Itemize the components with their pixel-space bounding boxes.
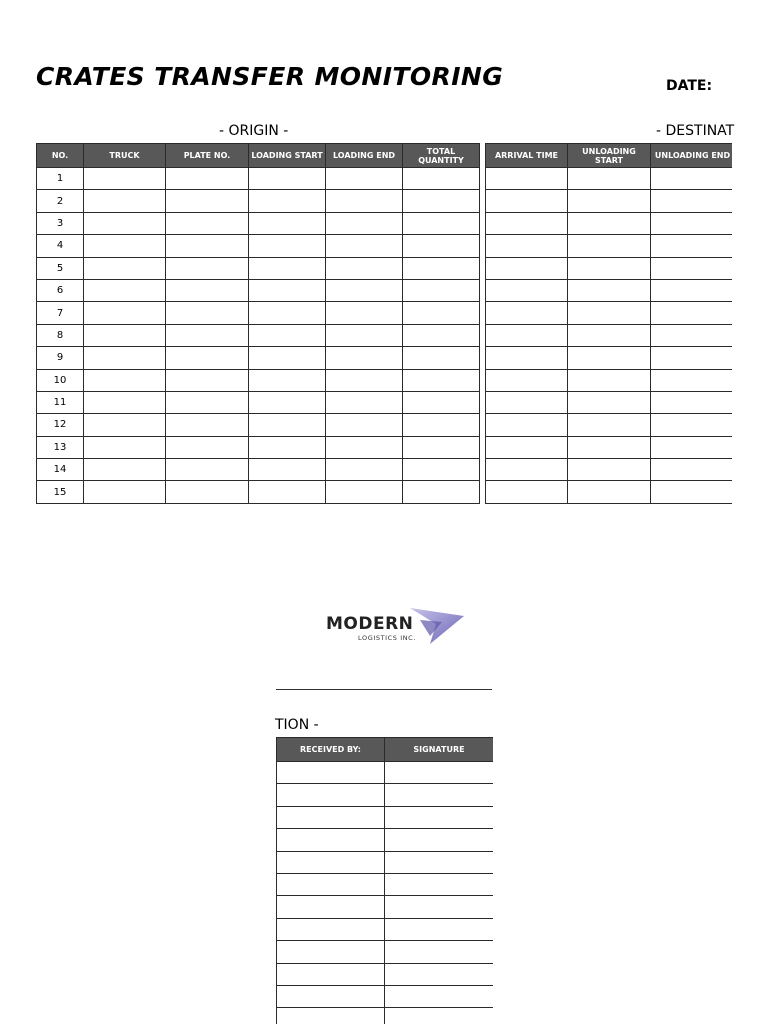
unloading-end-cell[interactable] xyxy=(651,257,733,279)
table-row xyxy=(486,369,733,391)
truck-cell[interactable] xyxy=(84,212,166,234)
plate-no-cell[interactable] xyxy=(166,168,249,190)
unloading-start-cell[interactable] xyxy=(568,279,651,301)
table-row xyxy=(37,481,480,503)
unloading-start-cell[interactable] xyxy=(568,481,651,503)
truck-cell[interactable] xyxy=(84,414,166,436)
loading-start-cell[interactable] xyxy=(249,212,326,234)
arrival-time-cell[interactable] xyxy=(486,414,568,436)
table-row xyxy=(277,985,494,1007)
row-number: 5 xyxy=(37,257,84,279)
row-number: 3 xyxy=(37,212,84,234)
table-row xyxy=(486,212,733,234)
loading-end-cell[interactable] xyxy=(326,168,403,190)
origin-label: - ORIGIN - xyxy=(219,123,289,139)
table-row xyxy=(37,190,480,212)
table-row xyxy=(486,391,733,413)
truck-cell[interactable] xyxy=(84,302,166,324)
loading-start-cell[interactable] xyxy=(249,436,326,458)
logo-subtitle: LOGISTICS INC. xyxy=(358,634,416,642)
truck-cell[interactable] xyxy=(84,257,166,279)
loading-start-cell[interactable] xyxy=(249,257,326,279)
plate-no-cell[interactable] xyxy=(166,414,249,436)
plate-no-cell[interactable] xyxy=(166,369,249,391)
signature-line xyxy=(276,689,492,690)
row-number: 10 xyxy=(37,369,84,391)
total-quantity-cell[interactable] xyxy=(403,369,480,391)
total-quantity-cell[interactable] xyxy=(403,190,480,212)
unloading-end-cell[interactable] xyxy=(651,414,733,436)
signature-cell[interactable] xyxy=(385,873,494,895)
logo-wordmark: MODERN xyxy=(326,614,414,634)
received-by-cell[interactable] xyxy=(277,985,385,1007)
loading-start-cell[interactable] xyxy=(249,481,326,503)
table-row xyxy=(277,963,494,985)
loading-start-cell[interactable] xyxy=(249,302,326,324)
destination-label-cont: TION - xyxy=(275,717,319,733)
total-quantity-cell[interactable] xyxy=(403,459,480,481)
unloading-start-cell[interactable] xyxy=(568,324,651,346)
table-row xyxy=(37,212,480,234)
plate-no-cell[interactable] xyxy=(166,279,249,301)
destination-table-container xyxy=(485,143,732,505)
plate-no-cell[interactable] xyxy=(166,436,249,458)
plate-no-cell[interactable] xyxy=(166,347,249,369)
received-by-cell[interactable] xyxy=(277,851,385,873)
unloading-start-cell[interactable] xyxy=(568,436,651,458)
unloading-start-cell[interactable] xyxy=(568,257,651,279)
truck-cell[interactable] xyxy=(84,324,166,346)
received-by-cell[interactable] xyxy=(277,896,385,918)
table-row xyxy=(277,918,494,940)
header-received-by: RECEIVED BY: xyxy=(277,738,385,762)
signature-cell[interactable] xyxy=(385,941,494,963)
row-number: 4 xyxy=(37,235,84,257)
truck-cell[interactable] xyxy=(84,190,166,212)
unloading-start-cell[interactable] xyxy=(568,168,651,190)
signature-cell[interactable] xyxy=(385,851,494,873)
table-row xyxy=(486,190,733,212)
loading-start-cell[interactable] xyxy=(249,190,326,212)
table-row xyxy=(37,436,480,458)
loading-start-cell[interactable] xyxy=(249,459,326,481)
unloading-end-cell[interactable] xyxy=(651,279,733,301)
truck-cell[interactable] xyxy=(84,459,166,481)
loading-end-cell[interactable] xyxy=(326,190,403,212)
arrival-time-cell[interactable] xyxy=(486,481,568,503)
received-by-cell[interactable] xyxy=(277,963,385,985)
unloading-start-cell[interactable] xyxy=(568,212,651,234)
signature-cell[interactable] xyxy=(385,829,494,851)
received-by-cell[interactable] xyxy=(277,806,385,828)
loading-start-cell[interactable] xyxy=(249,168,326,190)
signature-table-container xyxy=(276,737,493,1024)
table-row xyxy=(486,235,733,257)
loading-end-cell[interactable] xyxy=(326,302,403,324)
header-loading-end: LOADING END xyxy=(326,144,403,168)
table-row xyxy=(277,762,494,784)
received-by-cell[interactable] xyxy=(277,918,385,940)
signature-cell[interactable] xyxy=(385,1008,494,1024)
table-row xyxy=(37,235,480,257)
plate-no-cell[interactable] xyxy=(166,302,249,324)
unloading-start-cell[interactable] xyxy=(568,347,651,369)
signature-cell[interactable] xyxy=(385,762,494,784)
signature-table xyxy=(276,737,493,1024)
plate-no-cell[interactable] xyxy=(166,257,249,279)
table-row xyxy=(277,896,494,918)
total-quantity-cell[interactable] xyxy=(403,481,480,503)
loading-end-cell[interactable] xyxy=(326,257,403,279)
table-row xyxy=(277,851,494,873)
table-row xyxy=(486,481,733,503)
unloading-start-cell[interactable] xyxy=(568,459,651,481)
loading-end-cell[interactable] xyxy=(326,324,403,346)
row-number: 11 xyxy=(37,391,84,413)
total-quantity-cell[interactable] xyxy=(403,436,480,458)
loading-start-cell[interactable] xyxy=(249,369,326,391)
received-by-cell[interactable] xyxy=(277,1008,385,1024)
unloading-end-cell[interactable] xyxy=(651,302,733,324)
arrival-time-cell[interactable] xyxy=(486,347,568,369)
signature-cell[interactable] xyxy=(385,918,494,940)
table-row xyxy=(486,168,733,190)
row-number: 14 xyxy=(37,459,84,481)
received-by-cell[interactable] xyxy=(277,941,385,963)
signature-cell[interactable] xyxy=(385,985,494,1007)
unloading-end-cell[interactable] xyxy=(651,235,733,257)
table-row xyxy=(486,324,733,346)
row-number: 6 xyxy=(37,279,84,301)
plate-no-cell[interactable] xyxy=(166,212,249,234)
loading-start-cell[interactable] xyxy=(249,347,326,369)
arrival-time-cell[interactable] xyxy=(486,436,568,458)
table-row xyxy=(37,302,480,324)
loading-end-cell[interactable] xyxy=(326,212,403,234)
table-row xyxy=(37,347,480,369)
unloading-end-cell[interactable] xyxy=(651,190,733,212)
loading-end-cell[interactable] xyxy=(326,279,403,301)
loading-start-cell[interactable] xyxy=(249,235,326,257)
table-row xyxy=(486,257,733,279)
table-row xyxy=(37,369,480,391)
total-quantity-cell[interactable] xyxy=(403,235,480,257)
truck-cell[interactable] xyxy=(84,235,166,257)
loading-end-cell[interactable] xyxy=(326,436,403,458)
unloading-end-cell[interactable] xyxy=(651,459,733,481)
arrival-time-cell[interactable] xyxy=(486,459,568,481)
row-number: 1 xyxy=(37,168,84,190)
received-by-cell[interactable] xyxy=(277,829,385,851)
signature-cell[interactable] xyxy=(385,896,494,918)
plate-no-cell[interactable] xyxy=(166,324,249,346)
arrival-time-cell[interactable] xyxy=(486,391,568,413)
table-row xyxy=(277,1008,494,1024)
plate-no-cell[interactable] xyxy=(166,459,249,481)
unloading-start-cell[interactable] xyxy=(568,391,651,413)
table-row xyxy=(277,806,494,828)
unloading-end-cell[interactable] xyxy=(651,436,733,458)
loading-end-cell[interactable] xyxy=(326,481,403,503)
header-unloading-end: UNLOADING END xyxy=(651,144,733,168)
loading-end-cell[interactable] xyxy=(326,235,403,257)
destination-table xyxy=(485,143,732,504)
header-plate-no: PLATE NO. xyxy=(166,144,249,168)
row-number: 9 xyxy=(37,347,84,369)
total-quantity-cell[interactable] xyxy=(403,391,480,413)
total-quantity-cell[interactable] xyxy=(403,302,480,324)
header-loading-start: LOADING START xyxy=(249,144,326,168)
loading-end-cell[interactable] xyxy=(326,459,403,481)
truck-cell[interactable] xyxy=(84,481,166,503)
signature-cell[interactable] xyxy=(385,806,494,828)
unloading-end-cell[interactable] xyxy=(651,481,733,503)
table-row xyxy=(37,324,480,346)
signature-cell[interactable] xyxy=(385,784,494,806)
loading-end-cell[interactable] xyxy=(326,414,403,436)
received-by-cell[interactable] xyxy=(277,873,385,895)
truck-cell[interactable] xyxy=(84,279,166,301)
table-row xyxy=(277,941,494,963)
row-number: 12 xyxy=(37,414,84,436)
unloading-end-cell[interactable] xyxy=(651,168,733,190)
header-truck: TRUCK xyxy=(84,144,166,168)
table-row xyxy=(37,414,480,436)
origin-table-container xyxy=(36,143,480,504)
table-row xyxy=(277,784,494,806)
origin-table xyxy=(36,143,480,504)
unloading-end-cell[interactable] xyxy=(651,369,733,391)
row-number: 2 xyxy=(37,190,84,212)
arrival-time-cell[interactable] xyxy=(486,257,568,279)
table-row xyxy=(486,414,733,436)
loading-end-cell[interactable] xyxy=(326,391,403,413)
truck-cell[interactable] xyxy=(84,436,166,458)
header-total-quantity: TOTAL QUANTITY xyxy=(403,144,480,168)
truck-cell[interactable] xyxy=(84,391,166,413)
header-signature: SIGNATURE xyxy=(385,738,494,762)
table-row xyxy=(37,168,480,190)
plate-no-cell[interactable] xyxy=(166,391,249,413)
plate-no-cell[interactable] xyxy=(166,481,249,503)
signature-cell[interactable] xyxy=(385,963,494,985)
page-title: CRATES TRANSFER MONITORING xyxy=(36,62,504,91)
unloading-start-cell[interactable] xyxy=(568,414,651,436)
header-arrival-time: ARRIVAL TIME xyxy=(486,144,568,168)
unloading-start-cell[interactable] xyxy=(568,190,651,212)
table-row xyxy=(37,459,480,481)
plate-no-cell[interactable] xyxy=(166,235,249,257)
row-number: 7 xyxy=(37,302,84,324)
total-quantity-cell[interactable] xyxy=(403,279,480,301)
table-row xyxy=(486,459,733,481)
arrival-time-cell[interactable] xyxy=(486,369,568,391)
loading-start-cell[interactable] xyxy=(249,324,326,346)
truck-cell[interactable] xyxy=(84,347,166,369)
date-label: DATE: xyxy=(666,78,713,94)
table-row xyxy=(486,436,733,458)
table-row xyxy=(37,279,480,301)
table-row xyxy=(37,391,480,413)
loading-end-cell[interactable] xyxy=(326,369,403,391)
table-row xyxy=(277,829,494,851)
unloading-start-cell[interactable] xyxy=(568,369,651,391)
arrival-time-cell[interactable] xyxy=(486,212,568,234)
total-quantity-cell[interactable] xyxy=(403,324,480,346)
total-quantity-cell[interactable] xyxy=(403,168,480,190)
received-by-cell[interactable] xyxy=(277,762,385,784)
plate-no-cell[interactable] xyxy=(166,190,249,212)
row-number: 15 xyxy=(37,481,84,503)
truck-cell[interactable] xyxy=(84,168,166,190)
row-number: 13 xyxy=(37,436,84,458)
destination-label: - DESTINAT xyxy=(656,123,735,139)
loading-start-cell[interactable] xyxy=(249,279,326,301)
arrival-time-cell[interactable] xyxy=(486,324,568,346)
total-quantity-cell[interactable] xyxy=(403,212,480,234)
received-by-cell[interactable] xyxy=(277,784,385,806)
total-quantity-cell[interactable] xyxy=(403,347,480,369)
table-row xyxy=(486,302,733,324)
total-quantity-cell[interactable] xyxy=(403,414,480,436)
arrival-time-cell[interactable] xyxy=(486,190,568,212)
header-unloading-start: UNLOADING START xyxy=(568,144,651,168)
unloading-end-cell[interactable] xyxy=(651,347,733,369)
unloading-end-cell[interactable] xyxy=(651,212,733,234)
table-row xyxy=(37,257,480,279)
loading-start-cell[interactable] xyxy=(249,414,326,436)
row-number: 8 xyxy=(37,324,84,346)
table-row xyxy=(277,873,494,895)
table-row xyxy=(486,347,733,369)
header-no: NO. xyxy=(37,144,84,168)
truck-cell[interactable] xyxy=(84,369,166,391)
arrival-time-cell[interactable] xyxy=(486,302,568,324)
total-quantity-cell[interactable] xyxy=(403,257,480,279)
loading-end-cell[interactable] xyxy=(326,347,403,369)
unloading-start-cell[interactable] xyxy=(568,302,651,324)
unloading-end-cell[interactable] xyxy=(651,324,733,346)
table-row xyxy=(486,279,733,301)
arrival-time-cell[interactable] xyxy=(486,168,568,190)
arrival-time-cell[interactable] xyxy=(486,235,568,257)
unloading-start-cell[interactable] xyxy=(568,235,651,257)
loading-start-cell[interactable] xyxy=(249,391,326,413)
arrival-time-cell[interactable] xyxy=(486,279,568,301)
unloading-end-cell[interactable] xyxy=(651,391,733,413)
company-logo xyxy=(324,606,466,646)
